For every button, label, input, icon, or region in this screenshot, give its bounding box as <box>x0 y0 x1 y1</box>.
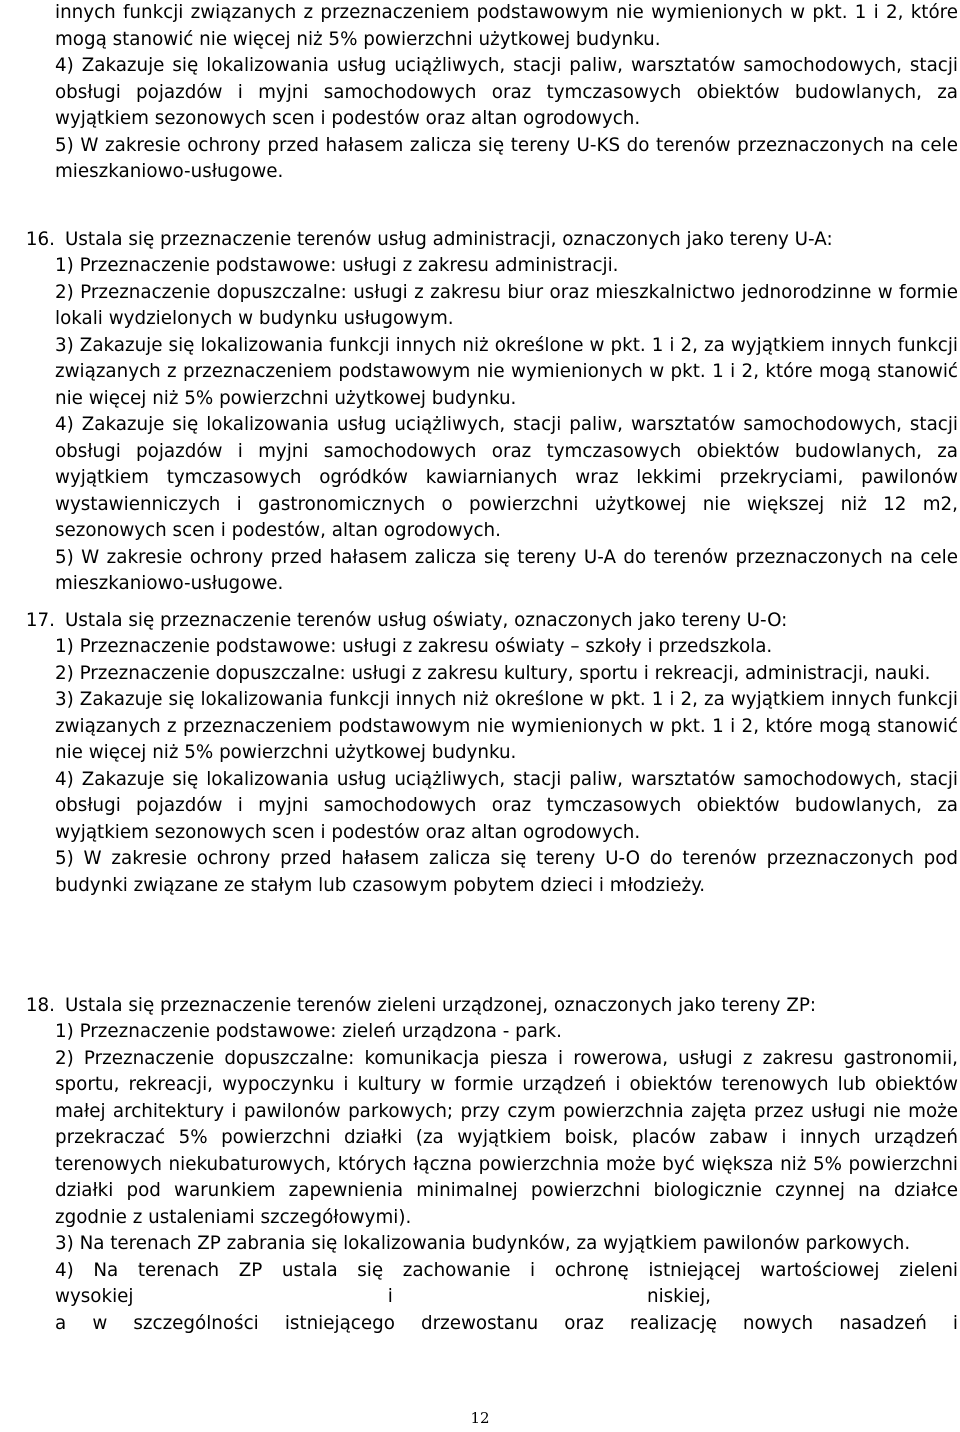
point-4: 4) Zakazuje się lokalizowania usług uciążliwych, stacji paliw, warsztatów samochodowych, stacji obsługi pojazdów i myjni samochodowych oraz tymczasowych obiektów budowlanych, za wyjątkiem tymczasowych ogródków kawiarnianych wraz lekkimi przekryciami, pawilonów wystawienniczych i gastronomicznych o powierzchni użytkowej nie większej niż 12 m2, sezonowych scen i podestów, altan ogrodowych. <box>55 414 958 541</box>
point-5: 5) W zakresie ochrony przed hałasem zalicza się tereny U-A do terenów przeznaczonych na cele mieszkaniowo-usługowe. <box>55 546 958 594</box>
section-heading: Ustala się przeznaczenie terenów usług oświaty, oznaczonych jako tereny U-O: <box>65 610 788 631</box>
point-3: 3) Na terenach ZP zabrania się lokalizowania budynków, za wyjątkiem pawilonów parkowych. <box>55 1233 911 1254</box>
page-number: 12 <box>470 1409 490 1427</box>
point-4-word-a: wysokiej <box>55 1286 134 1307</box>
section-18-points <box>55 1019 958 1337</box>
point-4-line-1: 4) Na terenach ZP ustala się zachowanie i ochronę istniejącej wartościowej zieleni <box>55 1259 958 1281</box>
point-2: 2) Przeznaczenie dopuszczalne: usługi z zakresu biur oraz mieszkalnictwo jednorodzinne w formie lokali wydzielonych w budynku usługowym. <box>55 281 958 329</box>
point-1: 1) Przeznaczenie podstawowe: usługi z zakresu administracji. <box>55 255 619 276</box>
section-heading: Ustala się przeznaczenie terenów zieleni urządzonej, oznaczonych jako tereny ZP: <box>65 995 817 1016</box>
point-2: 2) Przeznaczenie dopuszczalne: usługi z zakresu kultury, sportu i rekreacji, administracji, nauki. <box>55 662 931 684</box>
point-4-line-3: a w szczególności istniejącego drzewostanu oraz realizację nowych nasadzeń i <box>55 1312 958 1334</box>
section-heading: Ustala się przeznaczenie terenów usług administracji, oznaczonych jako tereny U-A: <box>65 229 833 250</box>
point-1: 1) Przeznaczenie podstawowe: usługi z zakresu oświaty – szkoły i przedszkola. <box>55 636 773 657</box>
point-5: 5) W zakresie ochrony przed hałasem zalicza się tereny U-O do terenów przeznaczonych pod budynki związane ze stałym lub czasowym pobytem dzieci i młodzieży. <box>55 848 958 896</box>
point-3-tail: innych funkcji związanych z przeznaczeniem podstawowym nie wymienionych w pkt. 1 i 2, które mogą stanowić nie więcej niż 5% powierzchni użytkowej budynku. <box>55 2 958 50</box>
section-15-continuation <box>55 0 958 186</box>
section-16-points <box>55 253 958 598</box>
section-number: 16. <box>25 229 55 250</box>
point-4: 4) Zakazuje się lokalizowania usług uciążliwych, stacji paliw, warsztatów samochodowych, stacji obsługi pojazdów i myjni samochodowych oraz tymczasowych obiektów budowlanych, za wyjątkiem sezonowych scen i podestów oraz altan ogrodowych. <box>55 768 958 843</box>
point-1: 1) Przeznaczenie podstawowe: zieleń urządzona - park. <box>55 1021 562 1042</box>
point-3: 3) Zakazuje się lokalizowania funkcji innych niż określone w pkt. 1 i 2, za wyjątkiem innych funkcji związanych z przeznaczeniem podstawowym nie wymienionych w pkt. 1 i 2, które mogą stanowić nie więcej niż 5% powierzchni użytkowej budynku. <box>55 689 958 763</box>
point-2: 2) Przeznaczenie dopuszczalne: komunikacja piesza i rowerowa, usługi z zakresu gastronomii, sportu, rekreacji, wypoczynku i kultury w formie urządzeń i obiektów terenowych lub obiektów małej architektury i pawilonów parkowych; przy czym powierzchnia zajęta przez usługi nie może przekraczać 5% powierzchni działki (za wyjątkiem boisk, placów zabaw i innych urządzeń terenowych niekubaturowych, których łączna powierzchnia może być większa niż 5% powierzchni działki pod warunkiem zapewnienia minimalnej powierzchni biologicznie czynnej na działce zgodnie z ustaleniami szczegółowymi). <box>55 1047 958 1228</box>
point-3: 3) Zakazuje się lokalizowania funkcji innych niż określone w pkt. 1 i 2, za wyjątkiem innych funkcji związanych z przeznaczeniem podstawowym nie wymienionych w pkt. 1 i 2, które mogą stanowić nie więcej niż 5% powierzchni użytkowej budynku. <box>55 334 958 409</box>
point-4-word-b: i <box>387 1286 393 1307</box>
point-5: 5) W zakresie ochrony przed hałasem zalicza się tereny U-KS do terenów przeznaczonych na cele mieszkaniowo-usługowe. <box>55 134 958 182</box>
point-4: 4) Zakazuje się lokalizowania usług uciążliwych, stacji paliw, warsztatów samochodowych, stacji obsługi pojazdów i myjni samochodowych oraz tymczasowych obiektów budowlanych, za wyjątkiem sezonowych scen i podestów oraz altan ogrodowych. <box>55 55 958 129</box>
section-number: 18. <box>25 995 55 1016</box>
section-17-points <box>55 634 958 899</box>
section-number: 17. <box>25 610 55 631</box>
point-4-word-c: niskiej, <box>646 1286 711 1307</box>
point-4-line-2 <box>55 1284 711 1311</box>
